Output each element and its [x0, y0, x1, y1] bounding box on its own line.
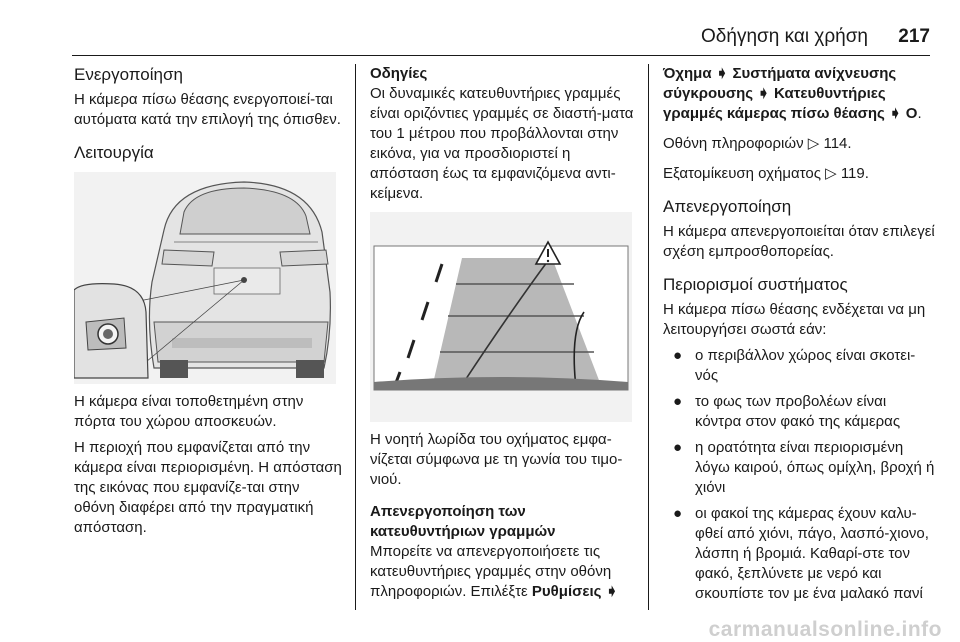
- list-item: [663, 504, 935, 604]
- text-deactivate-guides: [370, 542, 634, 602]
- column-1: [74, 64, 342, 544]
- list-item: [663, 392, 935, 432]
- list-item-text: το φως των προβολέων είναι κόντρα στον φακό της κάμερας: [695, 393, 901, 430]
- watermark-logo: carmanualsonline.info: [708, 618, 942, 641]
- column-divider-1: [355, 64, 356, 610]
- arrow-icon: ➧: [889, 105, 902, 122]
- bullet-icon: ●: [673, 439, 683, 456]
- text-restrictions: Η κάμερα πίσω θέασης ενδέχεται να μη λειτουργήσει σωστά εάν:: [663, 301, 926, 338]
- column-3: [663, 64, 935, 610]
- list-item-text: η ορατότητα είναι περιορισμένη λόγω καιρού, όπως ομίχλη, βροχή ή χιόνι: [695, 439, 935, 496]
- guidelines-illustration: [370, 212, 632, 422]
- reference-icon: ▷: [807, 135, 820, 152]
- arrow-icon: ➧: [605, 583, 619, 600]
- ref-personalisation: [663, 164, 935, 184]
- heading-operation: Λειτουργία: [74, 143, 154, 162]
- period: .: [864, 165, 869, 182]
- figure-rear-camera-car: [74, 172, 336, 384]
- menu-collision-systems: Συστήματα ανίχνευσης σύγκρουσης: [663, 65, 897, 102]
- heading-deactivation: Απενεργοποίηση: [663, 197, 792, 216]
- ref-info-display-text: Οθόνη πληροφοριών: [663, 135, 804, 152]
- reference-icon: ▷: [825, 165, 837, 182]
- bullet-icon: ●: [673, 347, 683, 364]
- heading-deactivate-guides: Απενεργοποίηση των κατευθυντήριων γραμμών: [370, 503, 556, 540]
- menu-settings: Ρυθμίσεις: [531, 583, 602, 600]
- text-camera-limits: Η περιοχή που εμφανίζεται από την κάμερα είναι περιορισμένη. Η απόσταση της εικόνας που εμφανίζε-ται στην οθόνη διαφέρει από την πραγματική απόσταση.: [74, 439, 342, 536]
- period: .: [847, 135, 852, 152]
- text-guides: Οι δυναμικές κατευθυντήριες γραμμές είναι οριζόντιες γραμμές σε διαστή-ματα του 1 μέτρου που προβάλλονται στην εικόνα, για να προσδιοριστεί η απόσταση έως τα εμφανιζόμενα αντι-κείμενα.: [370, 85, 634, 202]
- page-header: [0, 0, 960, 58]
- text-camera-location: Η κάμερα είναι τοποθετημένη στην πόρτα του χώρου αποσκευών.: [74, 393, 304, 430]
- ref-personalisation-text: Εξατομίκευση οχήματος: [663, 165, 821, 182]
- list-item: [663, 438, 935, 498]
- bullet-icon: ●: [673, 393, 683, 410]
- heading-system-restrictions: Περιορισμοί συστήματος: [663, 275, 848, 294]
- toggle-off-value: Ο: [905, 105, 918, 122]
- menu-path: [663, 64, 935, 124]
- list-item-text: ο περιβάλλον χώρος είναι σκοτει-νός: [695, 347, 916, 384]
- text-deactivation: Η κάμερα απενεργοποιείται όταν επιλεγεί σχέση εμπροσθοπορείας.: [663, 223, 935, 260]
- ref-info-display: [663, 134, 935, 154]
- heading-activation: Ενεργοποίηση: [74, 65, 183, 84]
- car-rear-illustration: [74, 172, 336, 384]
- list-item: [663, 346, 935, 386]
- text-virtual-lane: Η νοητή λωρίδα του οχήματος εμφα-νίζεται σύμφωνα με τη γωνία του τιμο-νιού.: [370, 431, 623, 488]
- list-item-text: οι φακοί της κάμερας έχουν καλυ-φθεί από χιόνι, πάγο, λασπό-χιονο, λάσπη ή βρομιά. Καθαρί-στε τον φακό, ξεπλύνετε με νερό και σκουπίστε τον με ένα μαλακό πανί: [695, 505, 929, 602]
- menu-rear-camera-guides: Κατευθυντήριες γραμμές κάμερας πίσω θέασης: [663, 85, 886, 122]
- header-rule: [72, 55, 930, 56]
- period: .: [917, 105, 922, 122]
- bullet-icon: ●: [673, 505, 683, 522]
- restrictions-list: [663, 346, 935, 604]
- ref-personalisation-page: 119: [840, 165, 865, 182]
- arrow-icon: ➧: [715, 65, 729, 82]
- text-activation: Η κάμερα πίσω θέασης ενεργοποιεί-ται αυτόματα κατά την επιλογή της όπισθεν.: [74, 91, 341, 128]
- heading-guides: Οδηγίες: [370, 65, 428, 82]
- column-2: [370, 64, 634, 608]
- deactivate-guides-text: Μπορείτε να απενεργοποιήσετε τις κατευθυντήριες γραμμές στην οθόνη πληροφοριών. Επιλέξτε: [370, 543, 612, 600]
- ref-info-display-page: 114: [823, 135, 848, 152]
- arrow-icon: ➧: [757, 85, 770, 102]
- header-title: Οδήγηση και χρήση: [701, 26, 868, 47]
- column-divider-2: [648, 64, 649, 610]
- page-number: 217: [898, 26, 930, 47]
- figure-guidelines-screen: [370, 212, 632, 422]
- menu-vehicle: Όχημα: [663, 65, 712, 82]
